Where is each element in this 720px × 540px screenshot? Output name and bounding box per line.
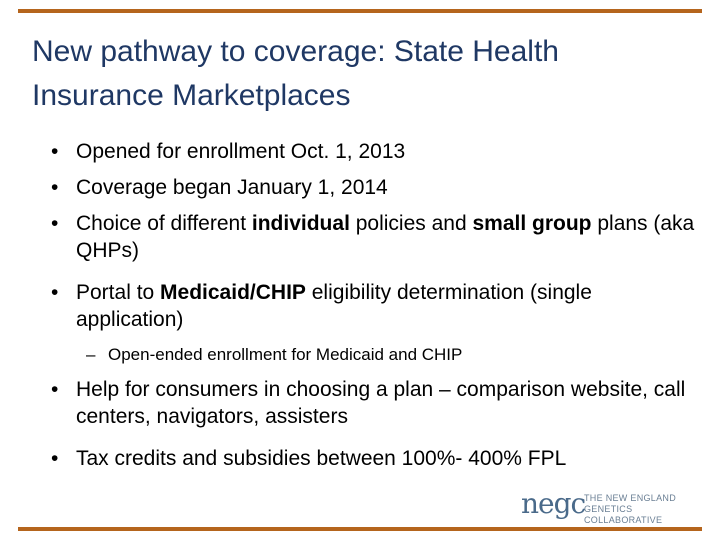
sub-bullet-dash: – (86, 345, 96, 364)
top-divider (18, 9, 702, 13)
bullet-dot: • (51, 176, 59, 199)
bullet-text-segment: Portal to (76, 281, 161, 304)
bullet-text: Opened for enrollment Oct. 1, 2013 (76, 140, 406, 163)
bullet-emphasis: Medicaid/CHIP (160, 281, 306, 304)
bullet-item (51, 445, 696, 472)
bullet-text-segment: Choice of different (76, 212, 252, 235)
bullet-text: Coverage began January 1, 2014 (76, 176, 388, 199)
bullet-emphasis: small group (472, 212, 592, 235)
bullet-item (51, 210, 696, 264)
sub-bullet-text: Open-ended enrollment for Medicaid and CHIP (108, 345, 463, 364)
negc-logo (521, 487, 701, 525)
bullet-text: Help for consumers in choosing a plan – comparison website, call centers, navigators, assisters (76, 378, 686, 428)
logo-mark: negc (521, 487, 586, 520)
logo-line-1: THE NEW ENGLAND (584, 493, 677, 503)
bullet-dot: • (51, 281, 59, 304)
bullet-item (51, 279, 696, 333)
bullet-emphasis: individual (251, 212, 350, 235)
sub-bullet-item (86, 344, 698, 366)
bullet-text-segment: eligibility determination (single application) (76, 281, 592, 331)
bullet-text: Tax credits and subsidies between 100%- 400% FPL (76, 447, 567, 470)
bullet-item (51, 174, 696, 201)
logo-wordmark (584, 493, 701, 526)
bottom-divider (18, 527, 702, 531)
bullet-text-segment: plans (aka QHPs) (76, 212, 695, 262)
bullet-item (51, 138, 696, 165)
logo-line-2: GENETICS COLLABORATIVE (584, 504, 663, 525)
bullet-item (51, 376, 696, 430)
bullet-dot: • (51, 212, 59, 235)
bullet-dot: • (51, 378, 59, 401)
bullet-text-segment: policies and (349, 212, 473, 235)
bullet-dot: • (51, 447, 59, 470)
slide-title: New pathway to coverage: State Health Insurance Marketplaces (32, 35, 559, 112)
bullet-dot: • (51, 140, 59, 163)
